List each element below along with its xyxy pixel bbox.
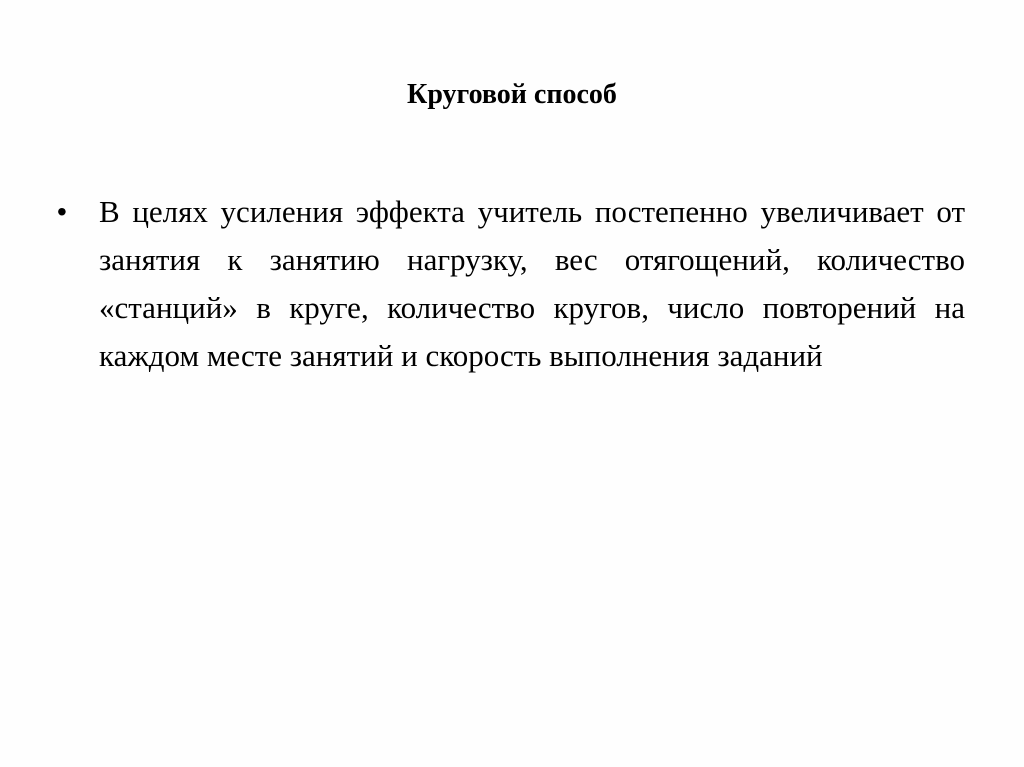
bullet-dot-icon: •: [57, 196, 67, 227]
bullet-item: [57, 188, 965, 380]
slide-title: Круговой способ: [407, 79, 617, 110]
bullet-text: В целях усиления эффекта учитель постепенно увеличивает от занятия к занятию нагрузку, вес отягощений, количество «станций» в круге, количество кругов, число повторений на каждом месте занятий и скорость выполнения заданий: [99, 194, 965, 373]
bullet-list: [57, 188, 965, 380]
